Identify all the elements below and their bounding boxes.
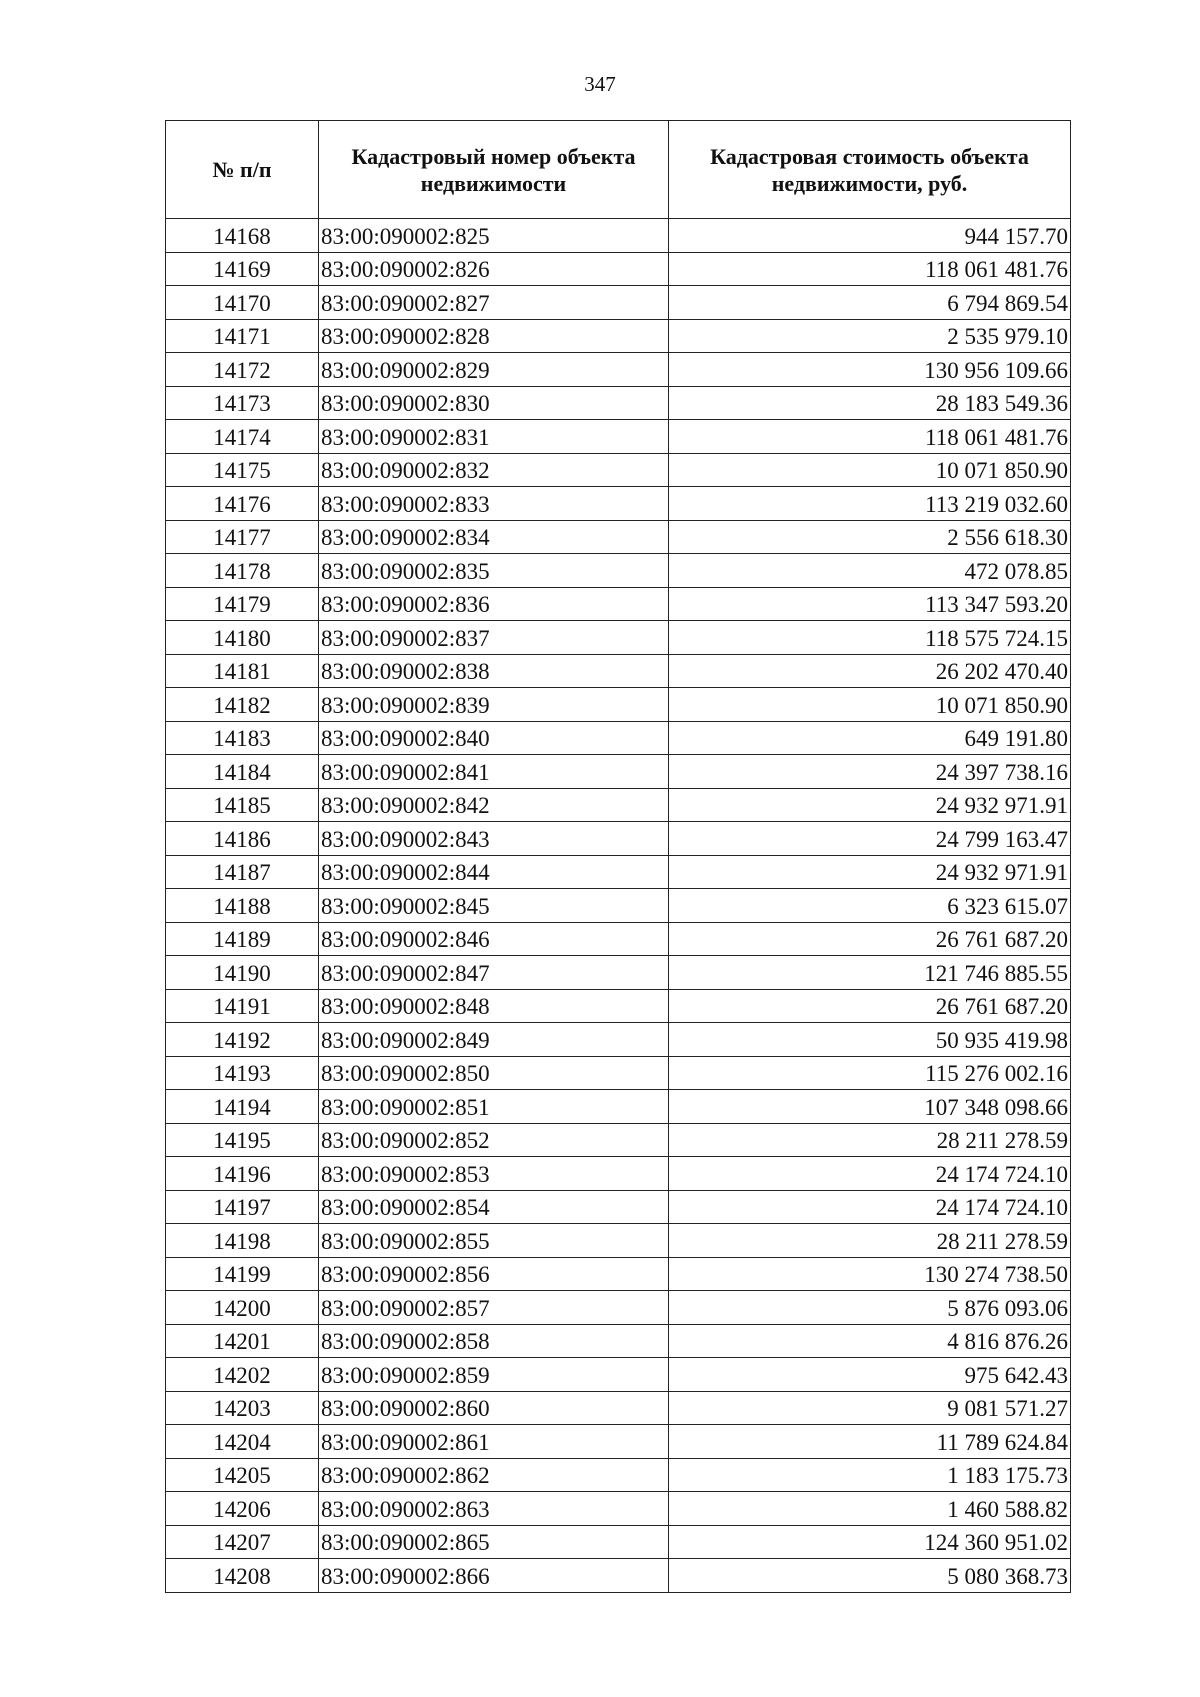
cadastral-value-cell: 24 174 724.10 xyxy=(669,1157,1071,1191)
table-row xyxy=(166,1492,1071,1526)
cadastral-value-cell: 24 932 971.91 xyxy=(669,788,1071,822)
table-row xyxy=(166,487,1071,521)
cadastral-value-cell: 649 191.80 xyxy=(669,721,1071,755)
cadastral-value-cell: 50 935 419.98 xyxy=(669,1023,1071,1057)
cadastral-number-cell: 83:00:090002:848 xyxy=(319,989,669,1023)
table-row xyxy=(166,286,1071,320)
table-row xyxy=(166,1525,1071,1559)
row-number-cell: 14205 xyxy=(166,1458,319,1492)
table-row xyxy=(166,386,1071,420)
table-row xyxy=(166,855,1071,889)
cadastral-number-cell: 83:00:090002:838 xyxy=(319,654,669,688)
cadastral-value-cell: 115 276 002.16 xyxy=(669,1056,1071,1090)
cadastral-value-cell: 130 274 738.50 xyxy=(669,1257,1071,1291)
cadastral-value-cell: 975 642.43 xyxy=(669,1358,1071,1392)
table-row xyxy=(166,1291,1071,1325)
header-cadastral-number: Кадастровый номер объекта недвижимости xyxy=(319,121,669,219)
cadastral-number-cell: 83:00:090002:832 xyxy=(319,453,669,487)
row-number-cell: 14194 xyxy=(166,1090,319,1124)
cadastral-number-cell: 83:00:090002:833 xyxy=(319,487,669,521)
row-number-cell: 14192 xyxy=(166,1023,319,1057)
cadastral-number-cell: 83:00:090002:829 xyxy=(319,353,669,387)
table-row xyxy=(166,252,1071,286)
cadastral-number-cell: 83:00:090002:863 xyxy=(319,1492,669,1526)
row-number-cell: 14184 xyxy=(166,755,319,789)
cadastral-value-cell: 121 746 885.55 xyxy=(669,956,1071,990)
page-number: 347 xyxy=(584,72,616,96)
row-number-cell: 14206 xyxy=(166,1492,319,1526)
row-number-cell: 14203 xyxy=(166,1391,319,1425)
row-number-cell: 14182 xyxy=(166,688,319,722)
row-number-cell: 14208 xyxy=(166,1559,319,1593)
cadastral-value-cell: 5 080 368.73 xyxy=(669,1559,1071,1593)
table-row xyxy=(166,520,1071,554)
table-row xyxy=(166,1257,1071,1291)
cadastral-value-cell: 11 789 624.84 xyxy=(669,1425,1071,1459)
cadastral-value-cell: 10 071 850.90 xyxy=(669,688,1071,722)
table-row xyxy=(166,1358,1071,1392)
row-number-cell: 14172 xyxy=(166,353,319,387)
cadastral-number-cell: 83:00:090002:845 xyxy=(319,889,669,923)
cadastral-number-cell: 83:00:090002:851 xyxy=(319,1090,669,1124)
row-number-cell: 14176 xyxy=(166,487,319,521)
row-number-cell: 14185 xyxy=(166,788,319,822)
cadastral-number-cell: 83:00:090002:859 xyxy=(319,1358,669,1392)
row-number-cell: 14169 xyxy=(166,252,319,286)
row-number-cell: 14180 xyxy=(166,621,319,655)
table-row xyxy=(166,1391,1071,1425)
row-number-cell: 14191 xyxy=(166,989,319,1023)
table-row xyxy=(166,1190,1071,1224)
row-number-cell: 14200 xyxy=(166,1291,319,1325)
cadastral-number-cell: 83:00:090002:861 xyxy=(319,1425,669,1459)
row-number-cell: 14193 xyxy=(166,1056,319,1090)
row-number-cell: 14204 xyxy=(166,1425,319,1459)
table-row xyxy=(166,922,1071,956)
cadastral-number-cell: 83:00:090002:828 xyxy=(319,319,669,353)
cadastral-value-cell: 113 219 032.60 xyxy=(669,487,1071,521)
row-number-cell: 14187 xyxy=(166,855,319,889)
cadastral-number-cell: 83:00:090002:849 xyxy=(319,1023,669,1057)
cadastral-number-cell: 83:00:090002:847 xyxy=(319,956,669,990)
cadastral-number-cell: 83:00:090002:856 xyxy=(319,1257,669,1291)
table-row xyxy=(166,654,1071,688)
table-row xyxy=(166,1324,1071,1358)
cadastral-value-cell: 24 397 738.16 xyxy=(669,755,1071,789)
table-row xyxy=(166,1123,1071,1157)
table-row xyxy=(166,319,1071,353)
cadastral-value-cell: 113 347 593.20 xyxy=(669,587,1071,621)
cadastral-value-cell: 130 956 109.66 xyxy=(669,353,1071,387)
table-row xyxy=(166,453,1071,487)
table-row xyxy=(166,1559,1071,1593)
table-row xyxy=(166,1157,1071,1191)
cadastral-number-cell: 83:00:090002:866 xyxy=(319,1559,669,1593)
cadastral-number-cell: 83:00:090002:839 xyxy=(319,688,669,722)
row-number-cell: 14202 xyxy=(166,1358,319,1392)
cadastral-number-cell: 83:00:090002:860 xyxy=(319,1391,669,1425)
cadastral-value-cell: 28 211 278.59 xyxy=(669,1123,1071,1157)
table-row xyxy=(166,889,1071,923)
row-number-cell: 14177 xyxy=(166,520,319,554)
cadastral-number-cell: 83:00:090002:836 xyxy=(319,587,669,621)
table-row xyxy=(166,1458,1071,1492)
table-row xyxy=(166,956,1071,990)
row-number-cell: 14190 xyxy=(166,956,319,990)
cadastral-value-cell: 4 816 876.26 xyxy=(669,1324,1071,1358)
table-row xyxy=(166,554,1071,588)
row-number-cell: 14168 xyxy=(166,219,319,253)
cadastral-number-cell: 83:00:090002:840 xyxy=(319,721,669,755)
row-number-cell: 14198 xyxy=(166,1224,319,1258)
table-row xyxy=(166,1056,1071,1090)
cadastral-value-cell: 124 360 951.02 xyxy=(669,1525,1071,1559)
cadastral-value-cell: 118 575 724.15 xyxy=(669,621,1071,655)
cadastral-value-cell: 24 932 971.91 xyxy=(669,855,1071,889)
row-number-cell: 14196 xyxy=(166,1157,319,1191)
cadastral-value-cell: 28 211 278.59 xyxy=(669,1224,1071,1258)
table-row xyxy=(166,219,1071,253)
table-body xyxy=(166,219,1071,1593)
header-row xyxy=(166,121,1071,219)
cadastral-number-cell: 83:00:090002:850 xyxy=(319,1056,669,1090)
table-row xyxy=(166,621,1071,655)
row-number-cell: 14199 xyxy=(166,1257,319,1291)
row-number-cell: 14183 xyxy=(166,721,319,755)
cadastral-number-cell: 83:00:090002:844 xyxy=(319,855,669,889)
table-row xyxy=(166,1224,1071,1258)
cadastral-number-cell: 83:00:090002:857 xyxy=(319,1291,669,1325)
cadastral-value-cell: 944 157.70 xyxy=(669,219,1071,253)
cadastral-value-cell: 2 535 979.10 xyxy=(669,319,1071,353)
cadastral-value-table xyxy=(165,120,1071,1593)
row-number-cell: 14174 xyxy=(166,420,319,454)
cadastral-number-cell: 83:00:090002:854 xyxy=(319,1190,669,1224)
row-number-cell: 14201 xyxy=(166,1324,319,1358)
cadastral-value-cell: 26 761 687.20 xyxy=(669,989,1071,1023)
cadastral-value-cell: 118 061 481.76 xyxy=(669,420,1071,454)
header-row-number: № п/п xyxy=(166,121,319,219)
cadastral-value-cell: 10 071 850.90 xyxy=(669,453,1071,487)
cadastral-value-cell: 26 761 687.20 xyxy=(669,922,1071,956)
table-row xyxy=(166,755,1071,789)
cadastral-number-cell: 83:00:090002:858 xyxy=(319,1324,669,1358)
cadastral-number-cell: 83:00:090002:852 xyxy=(319,1123,669,1157)
cadastral-number-cell: 83:00:090002:842 xyxy=(319,788,669,822)
cadastral-value-cell: 1 183 175.73 xyxy=(669,1458,1071,1492)
row-number-cell: 14181 xyxy=(166,654,319,688)
row-number-cell: 14195 xyxy=(166,1123,319,1157)
cadastral-number-cell: 83:00:090002:827 xyxy=(319,286,669,320)
table-row xyxy=(166,688,1071,722)
table-row xyxy=(166,353,1071,387)
cadastral-value-cell: 24 799 163.47 xyxy=(669,822,1071,856)
cadastral-number-cell: 83:00:090002:843 xyxy=(319,822,669,856)
row-number-cell: 14197 xyxy=(166,1190,319,1224)
table-row xyxy=(166,1090,1071,1124)
row-number-cell: 14170 xyxy=(166,286,319,320)
table-row xyxy=(166,788,1071,822)
cadastral-number-cell: 83:00:090002:834 xyxy=(319,520,669,554)
cadastral-value-cell: 472 078.85 xyxy=(669,554,1071,588)
row-number-cell: 14207 xyxy=(166,1525,319,1559)
table-row xyxy=(166,822,1071,856)
cadastral-value-cell: 118 061 481.76 xyxy=(669,252,1071,286)
cadastral-number-cell: 83:00:090002:862 xyxy=(319,1458,669,1492)
table-header xyxy=(166,121,1071,219)
row-number-cell: 14188 xyxy=(166,889,319,923)
row-number-cell: 14175 xyxy=(166,453,319,487)
cadastral-number-cell: 83:00:090002:837 xyxy=(319,621,669,655)
cadastral-value-cell: 28 183 549.36 xyxy=(669,386,1071,420)
cadastral-value-cell: 6 323 615.07 xyxy=(669,889,1071,923)
cadastral-value-cell: 107 348 098.66 xyxy=(669,1090,1071,1124)
cadastral-value-cell: 1 460 588.82 xyxy=(669,1492,1071,1526)
cadastral-number-cell: 83:00:090002:835 xyxy=(319,554,669,588)
table-row xyxy=(166,1023,1071,1057)
cadastral-number-cell: 83:00:090002:865 xyxy=(319,1525,669,1559)
table-row xyxy=(166,721,1071,755)
cadastral-number-cell: 83:00:090002:831 xyxy=(319,420,669,454)
cadastral-value-cell: 24 174 724.10 xyxy=(669,1190,1071,1224)
cadastral-value-cell: 5 876 093.06 xyxy=(669,1291,1071,1325)
row-number-cell: 14179 xyxy=(166,587,319,621)
cadastral-value-cell: 9 081 571.27 xyxy=(669,1391,1071,1425)
row-number-cell: 14189 xyxy=(166,922,319,956)
row-number-cell: 14178 xyxy=(166,554,319,588)
row-number-cell: 14173 xyxy=(166,386,319,420)
cadastral-value-cell: 26 202 470.40 xyxy=(669,654,1071,688)
table-row xyxy=(166,420,1071,454)
cadastral-number-cell: 83:00:090002:853 xyxy=(319,1157,669,1191)
table-row xyxy=(166,587,1071,621)
cadastral-number-cell: 83:00:090002:830 xyxy=(319,386,669,420)
cadastral-number-cell: 83:00:090002:826 xyxy=(319,252,669,286)
cadastral-number-cell: 83:00:090002:825 xyxy=(319,219,669,253)
cadastral-value-cell: 2 556 618.30 xyxy=(669,520,1071,554)
table-row xyxy=(166,1425,1071,1459)
header-cadastral-value: Кадастровая стоимость объекта недвижимости, руб. xyxy=(669,121,1071,219)
row-number-cell: 14171 xyxy=(166,319,319,353)
cadastral-number-cell: 83:00:090002:846 xyxy=(319,922,669,956)
cadastral-number-cell: 83:00:090002:841 xyxy=(319,755,669,789)
table-row xyxy=(166,989,1071,1023)
row-number-cell: 14186 xyxy=(166,822,319,856)
cadastral-value-cell: 6 794 869.54 xyxy=(669,286,1071,320)
cadastral-number-cell: 83:00:090002:855 xyxy=(319,1224,669,1258)
